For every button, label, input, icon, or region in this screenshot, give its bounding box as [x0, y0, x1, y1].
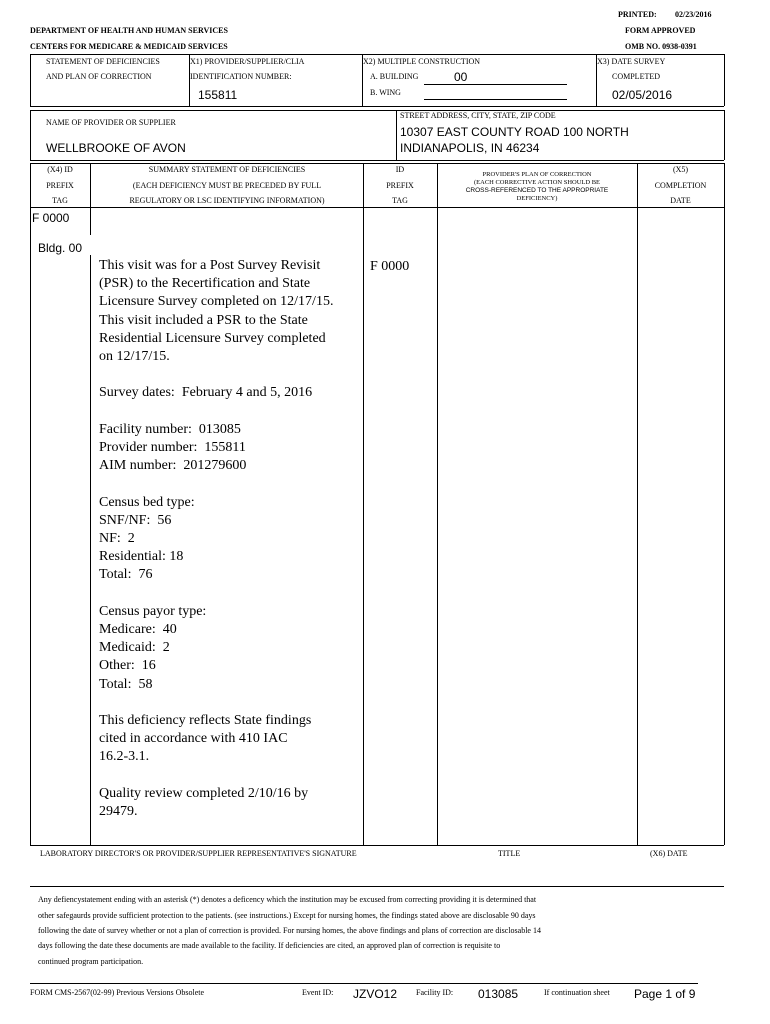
x4-header-3: TAG	[52, 196, 68, 205]
rule	[396, 110, 397, 160]
x1-label: X1) PROVIDER/SUPPLIER/CLIA	[190, 57, 305, 66]
x4-header-1: (X4) ID	[47, 165, 73, 174]
rule	[30, 110, 724, 111]
omb-number: OMB NO. 0938-0391	[625, 42, 697, 51]
plan-of-correction-label: AND PLAN OF CORRECTION	[46, 72, 152, 81]
x4-header-2: PREFIX	[46, 181, 74, 190]
wing-underline	[424, 99, 567, 100]
disclaimer-line: following the date of survey whether or not a plan of correction is provided. For nursing homes, the above findings and plans of correction are disclosable 14	[38, 926, 541, 935]
dept-name: DEPARTMENT OF HEALTH AND HUMAN SERVICES	[30, 26, 228, 35]
id-header-3: TAG	[392, 196, 408, 205]
facility-id-value: 013085	[478, 987, 519, 1001]
rule	[30, 207, 724, 208]
plan-header-3: CROSS-REFERENCED TO THE APPROPRIATE	[465, 187, 609, 194]
rule	[30, 110, 31, 160]
x3-label-2: COMPLETED	[612, 72, 660, 81]
event-id-label: Event ID:	[302, 988, 334, 997]
disclaimer-line: other safegaurds provide sufficient protection to the patients. (see instructions.) Except for nursing homes, the findings stated above are disclosable 90 days	[38, 911, 536, 920]
continuation-label: If continuation sheet	[544, 988, 610, 997]
provider-name-value: WELLBROOKE OF AVON	[46, 141, 186, 155]
disclaimer-line: continued program participation.	[38, 957, 144, 966]
title-label: TITLE	[498, 849, 521, 858]
form-approved: FORM APPROVED	[625, 26, 696, 35]
rule	[363, 163, 364, 845]
printed-label: PRINTED:	[618, 10, 657, 19]
signature-label: LABORATORY DIRECTOR'S OR PROVIDER/SUPPLIER REPRESENTATIVE'S SIGNATURE	[40, 849, 357, 858]
facility-id-label: Facility ID:	[416, 988, 454, 997]
left-prefix-tag: F 0000	[32, 211, 70, 225]
rule	[30, 160, 724, 161]
rule	[30, 163, 31, 845]
rule	[30, 983, 698, 984]
summary-header-2: (EACH DEFICIENCY MUST BE PRECEDED BY FULL	[132, 181, 322, 190]
survey-date-value: 02/05/2016	[612, 88, 673, 102]
id-header-1: ID	[395, 165, 405, 174]
rule	[90, 255, 91, 845]
rule	[437, 163, 438, 845]
x5-header-1: (X5)	[672, 165, 689, 174]
plan-header-4: DEFICIENCY)	[516, 195, 558, 202]
summary-header-1: SUMMARY STATEMENT OF DEFICIENCIES	[148, 165, 306, 174]
provider-id-value: 155811	[198, 88, 238, 102]
provider-name-label: NAME OF PROVIDER OR SUPPLIER	[46, 118, 176, 127]
plan-header-2: (EACH CORRECTIVE ACTION SHOULD BE	[473, 179, 601, 186]
plan-header-1: PROVIDER'S PLAN OF CORRECTION	[482, 171, 592, 178]
x5-header-3: DATE	[670, 196, 691, 205]
x5-header-2: COMPLETION	[654, 181, 707, 190]
building-tag: Bldg. 00	[38, 241, 83, 255]
rule	[30, 54, 31, 106]
id-header-2: PREFIX	[386, 181, 414, 190]
rule	[724, 54, 725, 106]
summary-statement: This visit was for a Post Survey Revisit (PSR) to the Recertification and State Licensure Survey completed on 12/17/15. This visit included a PSR to the State Residential Licensure Survey completed on 12/17/15. Survey dates: February 4 and 5, 2016 Facility number: 013085 Provider number: 155811 AIM number: 201279600 Census bed type: SNF/NF: 56 NF: 2 Residential: 18 Total: 76 Census payor type: Medicare: 40 Medicaid: 2 Other: 16 Total: 58 This deficiency reflects State findings cited in accordance with 410 IAC 16.2-3.1. Quality review completed 2/10/16 by 29479.	[99, 258, 334, 820]
rule	[30, 886, 724, 887]
x2-label: X2) MULTIPLE CONSTRUCTION	[363, 57, 481, 66]
disclaimer-line: Any defiencystatement ending with an asterisk (*) denotes a deficency which the institution may be excused from correcting providing it is determined that	[38, 895, 537, 904]
statement-label: STATEMENT OF DEFICIENCIES	[46, 57, 160, 66]
address-line-2: INDIANAPOLIS, IN 46234	[400, 141, 540, 155]
building-label: A. BUILDING	[370, 72, 419, 81]
rule	[30, 163, 724, 164]
summary-header-3: REGULATORY OR LSC IDENTIFYING INFORMATION)	[129, 196, 325, 205]
rule	[30, 54, 724, 55]
x6-date-label: (X6) DATE	[650, 849, 688, 858]
rule	[30, 845, 724, 846]
id-prefix-tag: F 0000	[370, 259, 410, 274]
building-underline	[424, 84, 567, 85]
rule	[90, 163, 91, 235]
rule	[637, 163, 638, 845]
rule	[30, 106, 724, 107]
x1-label-2: IDENTIFICATION NUMBER:	[190, 72, 292, 81]
centers-name: CENTERS FOR MEDICARE & MEDICAID SERVICES	[30, 42, 228, 51]
rule	[724, 110, 725, 160]
disclaimer-line: days following the date these documents are made available to the facility. If deficiencies are cited, an approved plan of correction is requisite to	[38, 941, 501, 950]
wing-label: B. WING	[370, 88, 401, 97]
address-line-1: 10307 EAST COUNTY ROAD 100 NORTH	[400, 125, 629, 139]
form-number: FORM CMS-2567(02-99) Previous Versions Obsolete	[30, 988, 205, 997]
address-label: STREET ADDRESS, CITY, STATE, ZIP CODE	[400, 111, 556, 120]
x3-label: X3) DATE SURVEY	[597, 57, 666, 66]
printed-date: 02/23/2016	[675, 10, 712, 19]
rule	[724, 163, 725, 845]
page-number: Page 1 of 9	[634, 987, 696, 1001]
building-value: 00	[454, 70, 468, 84]
event-id-value: JZVO12	[353, 987, 398, 1001]
